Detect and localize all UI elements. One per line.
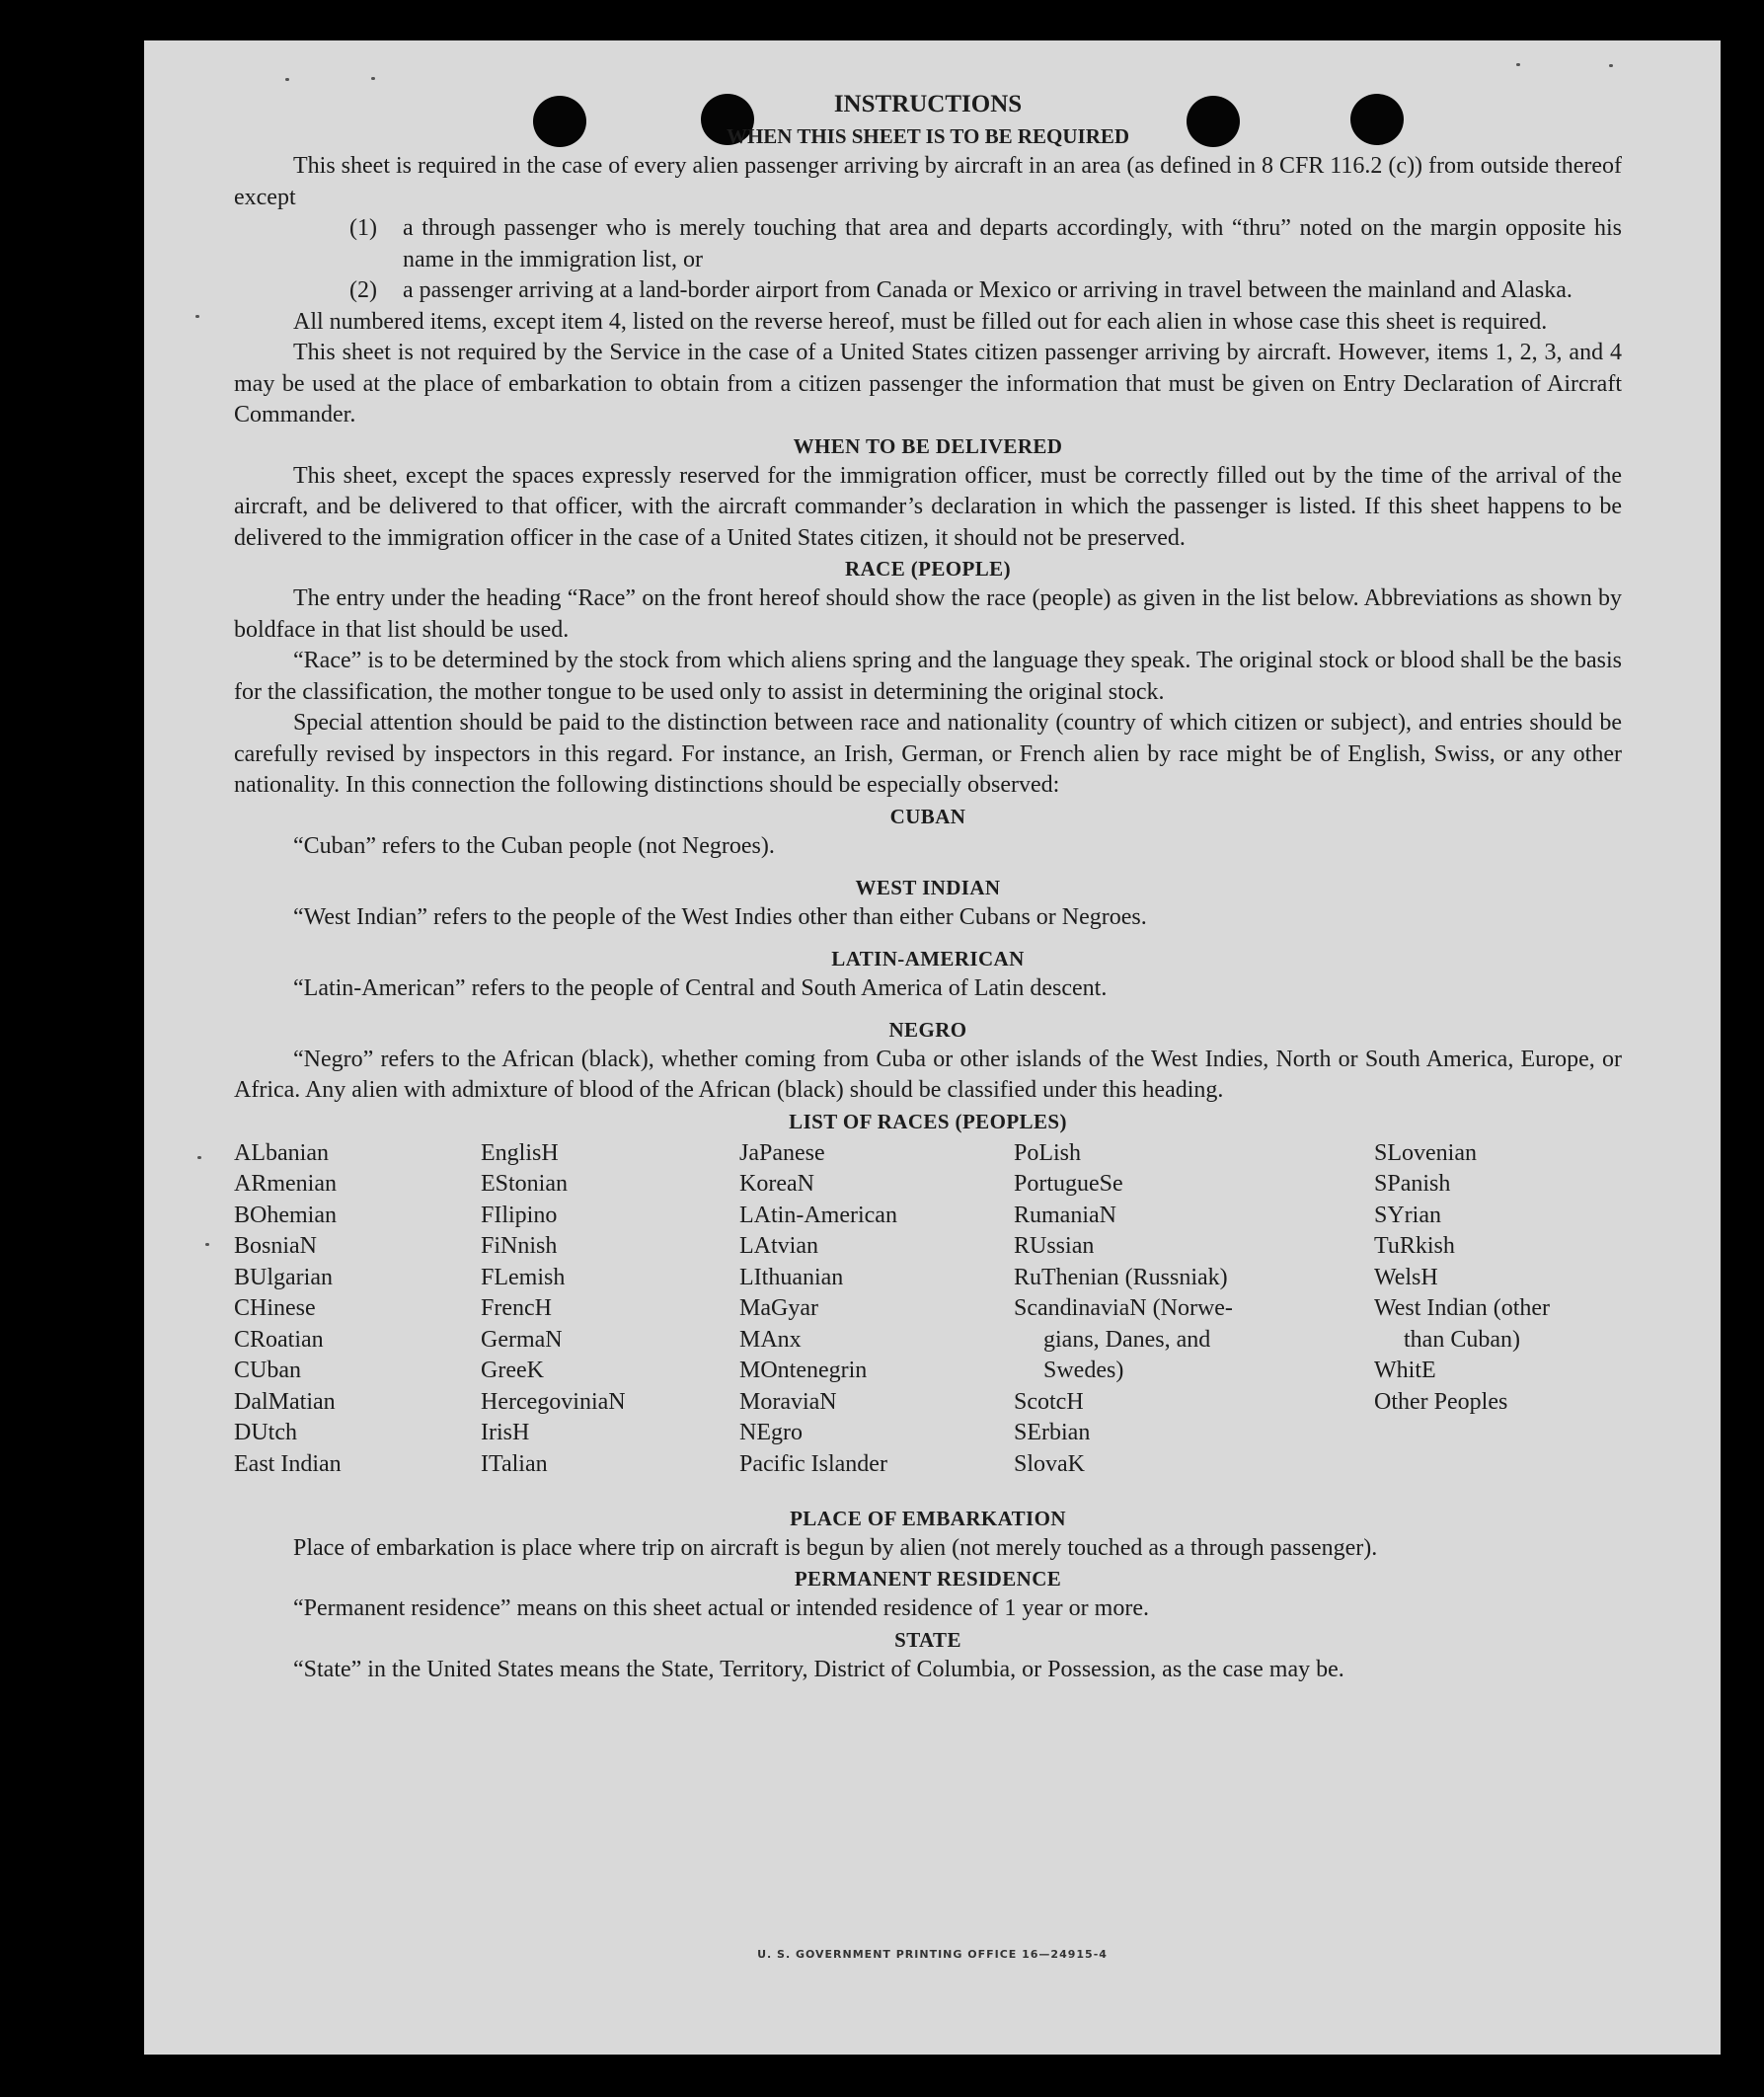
section-heading-delivered: WHEN TO BE DELIVERED [793, 433, 1063, 458]
race-entry: KoreaN [739, 1171, 814, 1197]
race-entry: ARmenian [234, 1171, 337, 1197]
embarkation-paragraph: Place of embarkation is place where trip on aircraft is begun by alien (not merely touched as a through passenger). [293, 1534, 1378, 1561]
definition-heading: LATIN-AMERICAN [831, 946, 1025, 971]
section-heading-embarkation: PLACE OF EMBARKATION [790, 1506, 1066, 1530]
race-entry: FIlipino [481, 1202, 558, 1228]
race-entry: LAtin-American [739, 1202, 897, 1228]
section-heading-race: RACE (PEOPLE) [845, 557, 1011, 581]
race-entry: LIthuanian [739, 1264, 844, 1290]
section-heading-required: WHEN THIS SHEET IS TO BE REQUIRED [726, 124, 1130, 148]
race-entry: IrisH [481, 1420, 530, 1445]
race-paragraph: “Race” is to be determined by the stock from which aliens spring and the language they speak. The original stock or blood shall be the basis for the classification, the mother tongue to be used only to assist in determining the original stock. [234, 648, 1622, 705]
required-paragraph: All numbered items, except item 4, listed on the reverse hereof, must be filled out for each alien in whose case this sheet is required. [293, 308, 1548, 335]
race-entry: SErbian [1014, 1420, 1091, 1445]
race-entry: RUssian [1014, 1233, 1095, 1259]
race-entry: WhitE [1374, 1358, 1436, 1383]
race-entry: LAtvian [739, 1233, 818, 1259]
race-entry: gians, Danes, and [1043, 1326, 1211, 1353]
race-entry: BUlgarian [234, 1264, 333, 1290]
definition-heading: CUBAN [889, 804, 966, 828]
exception-text: a through passenger who is merely touching that area and departs accordingly, with “thru” noted on the margin opposite his name in the immigration list, or [403, 215, 1622, 272]
race-entry: CUban [234, 1358, 301, 1383]
race-entry: CRoatian [234, 1326, 324, 1353]
race-column [1014, 1138, 1233, 1481]
instructions-content [234, 88, 1622, 1685]
race-entry: ScotcH [1014, 1388, 1084, 1415]
race-entry: East Indian [234, 1450, 342, 1477]
definition-text: “West Indian” refers to the people of the West Indies other than either Cubans or Negroes. [293, 903, 1147, 930]
race-entry: DUtch [234, 1420, 297, 1445]
race-column [1374, 1138, 1550, 1419]
race-entry: WelsH [1374, 1264, 1438, 1290]
race-column [481, 1138, 626, 1481]
exception-number: (2) [349, 277, 377, 303]
race-entry: ScandinaviaN (Norwe- [1014, 1295, 1233, 1321]
race-entry: SPanish [1374, 1171, 1451, 1197]
page-title: INSTRUCTIONS [833, 91, 1023, 117]
race-entry: CHinese [234, 1295, 316, 1321]
race-entry: GreeK [481, 1358, 544, 1383]
race-entry: ALbanian [234, 1139, 329, 1166]
section-heading-residence: PERMANENT RESIDENCE [794, 1567, 1062, 1591]
race-entry: FiNnish [481, 1233, 558, 1259]
race-entry: EnglisH [481, 1139, 559, 1166]
race-entry: MaGyar [739, 1295, 818, 1321]
race-column [739, 1138, 897, 1481]
race-entry: NEgro [739, 1420, 803, 1445]
race-entry: EStonian [481, 1171, 568, 1197]
race-entry: BOhemian [234, 1202, 337, 1228]
race-entry: RuThenian (Russniak) [1014, 1264, 1228, 1290]
definition-text: “Latin-American” refers to the people of Central and South America of Latin descent. [293, 974, 1108, 1001]
exception-item [234, 213, 1622, 275]
race-entry: ITalian [481, 1450, 548, 1477]
exception-item [234, 275, 1622, 307]
race-entry: DalMatian [234, 1388, 336, 1415]
race-column [234, 1138, 342, 1481]
section-heading-state: STATE [894, 1627, 961, 1652]
race-entry: FLemish [481, 1264, 566, 1290]
race-entry: MOntenegrin [739, 1358, 868, 1383]
race-entry: SYrian [1374, 1202, 1441, 1228]
definition-text: “Negro” refers to the African (black), whether coming from Cuba or other islands of the West Indies, North or South America, Europe, or Africa. Any alien with admixture of blood of the African (black) should be classified under this heading. [234, 1046, 1622, 1103]
race-list-heading: LIST OF RACES (PEOPLES) [789, 1109, 1067, 1133]
printer-imprint: U. S. GOVERNMENT PRINTING OFFICE 16—24915-4 [757, 1948, 1108, 1961]
race-entry: FrencH [481, 1295, 552, 1321]
exception-number: (1) [349, 215, 377, 241]
race-entry: JaPanese [739, 1139, 825, 1166]
race-entry: Pacific Islander [739, 1450, 887, 1477]
race-entry: GermaN [481, 1326, 563, 1353]
race-paragraph: Special attention should be paid to the distinction between race and nationality (country of which citizen or subject), and entries should be carefully revised by inspectors in this regard. For instance, an Irish, German, or French alien by race might be of English, Swiss, or any other nationality. In this connection the following distinctions should be especially observed: [234, 710, 1622, 798]
race-entry: RumaniaN [1014, 1202, 1116, 1228]
race-entry: Swedes) [1043, 1358, 1124, 1383]
state-paragraph: “State” in the United States means the State, Territory, District of Columbia, or Possession, as the case may be. [293, 1656, 1344, 1682]
race-entry: HercegoviniaN [481, 1388, 626, 1415]
race-entry: MoraviaN [739, 1388, 837, 1415]
race-paragraph: The entry under the heading “Race” on the front hereof should show the race (people) as given in the list below. Abbreviations as shown by boldface in that list should be used. [234, 585, 1622, 643]
definition-heading: NEGRO [888, 1017, 967, 1042]
required-intro: This sheet is required in the case of every alien passenger arriving by aircraft in an area (as defined in 8 CFR 116.2 (c)) from outside thereof except [234, 153, 1622, 210]
race-entry: BosniaN [234, 1233, 317, 1259]
delivered-paragraph: This sheet, except the spaces expressly reserved for the immigration officer, must be correctly filled out by the time of the arrival of the aircraft, and be delivered to that officer, with the aircraft commander’s declaration in which the passenger is listed. If this sheet happens to be delivered to the immigration officer in the case of a United States citizen, it should not be preserved. [234, 462, 1622, 551]
race-entry: SlovaK [1014, 1450, 1085, 1477]
race-entry: MAnx [739, 1326, 802, 1353]
race-entry: Other Peoples [1374, 1388, 1508, 1415]
race-entry: West Indian (other [1374, 1295, 1551, 1321]
race-entry: PortugueSe [1014, 1171, 1123, 1197]
document-page [144, 40, 1721, 2055]
residence-paragraph: “Permanent residence” means on this sheet actual or intended residence of 1 year or more. [293, 1595, 1149, 1621]
race-entry: than Cuban) [1404, 1326, 1520, 1353]
definition-heading: WEST INDIAN [855, 875, 1001, 899]
definition-text: “Cuban” refers to the Cuban people (not Negroes). [293, 832, 775, 859]
race-entry: TuRkish [1374, 1233, 1455, 1259]
race-entry: SLovenian [1374, 1139, 1477, 1166]
race-list [234, 1138, 1622, 1504]
exception-text: a passenger arriving at a land-border airport from Canada or Mexico or arriving in travel between the mainland and Alaska. [403, 277, 1572, 303]
race-entry: PoLish [1014, 1139, 1082, 1166]
required-paragraph: This sheet is not required by the Service in the case of a United States citizen passenger arriving by aircraft. However, items 1, 2, 3, and 4 may be used at the place of embarkation to obtain from a citizen passenger the information that must be given on Entry Declaration of Aircraft Commander. [234, 340, 1622, 427]
